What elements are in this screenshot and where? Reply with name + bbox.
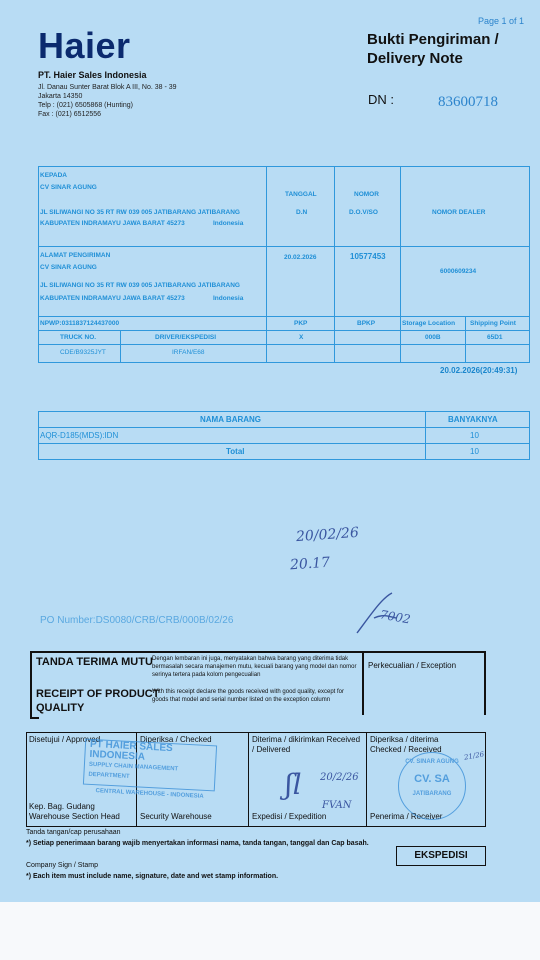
alamat-label: ALAMAT PENGIRIMAN	[40, 252, 111, 259]
checked-received-label: Diperiksa / diterima Checked / Received	[370, 735, 442, 754]
title-line-en: Delivery Note	[367, 50, 463, 67]
driver-value: IRFAN/E68	[172, 349, 205, 356]
recipient-address: JL SILIWANGI NO 35 RT RW 039 005 JATIBARANG JATIBARANG	[40, 209, 240, 216]
stamp-receiver-mid: CV. SA	[414, 773, 450, 785]
haier-company-stamp	[83, 738, 217, 800]
warehouse-head-label-2: Warehouse Section Head	[29, 812, 120, 821]
so-number: 10577453	[350, 252, 386, 261]
shipping-point-value: 65D1	[487, 334, 503, 341]
stamp-company: PT HAIER SALES INDONESIA	[89, 738, 173, 763]
total-value: 10	[470, 447, 479, 456]
handwritten-name: FVAN	[322, 800, 352, 811]
truck-no-value: CDE/B9325JYT	[60, 349, 106, 356]
receipt-title-en-2: QUALITY	[36, 702, 85, 714]
warehouse-head-label-1: Kep. Bag. Gudang	[29, 802, 95, 811]
dn-label: DN :	[368, 92, 394, 107]
title-line-id: Bukti Pengiriman /	[367, 31, 499, 48]
checked-label: Diperiksa / Checked	[140, 735, 212, 744]
npwp-number: NPWP:0311837124437000	[40, 320, 120, 327]
stamp-receiver-city: JATIBARANG	[412, 791, 452, 797]
shipping-name: CV SINAR AGUNG	[40, 264, 97, 271]
driver-label: DRIVER/EKSPEDISI	[155, 334, 217, 341]
pkp-label: PKP	[294, 320, 308, 327]
stamp-dept: SUPPLY CHAIN MANAGEMENT DEPARTMENT	[88, 761, 179, 780]
recipient-country: Indonesia	[213, 220, 244, 227]
bpkp-label: BPKP	[357, 320, 376, 327]
col-nama-barang: NAMA BARANG	[200, 415, 262, 424]
handwritten-time: 20.17	[289, 554, 331, 574]
ekspedisi-copy-label: EKSPEDISI	[396, 846, 486, 866]
address-line: Jakarta 14350	[38, 93, 83, 100]
delivery-date: 20.02.2026	[284, 254, 317, 261]
security-label: Security Warehouse	[140, 812, 212, 821]
receipt-title-en-1: RECEIPT OF PRODUCT	[36, 688, 160, 700]
expedition-label: Expedisi / Expedition	[252, 812, 327, 821]
receipt-text-en: With this receipt declare the goods received with good quality, except for goods that model and serial number listed on the exception column	[152, 689, 344, 703]
scan-background	[0, 902, 540, 960]
tanggal-sub: D.N	[296, 209, 308, 216]
phone-number: Telp : (021) 6505868 (Hunting)	[38, 102, 133, 109]
approved-label: Disetujui / Approved	[29, 735, 101, 744]
haier-logo: Haier	[38, 25, 131, 66]
print-timestamp: 20.02.2026(20:49:31)	[440, 366, 518, 375]
shipping-address: JL SILIWANGI NO 35 RT RW 039 005 JATIBARANG JATIBARANG	[40, 282, 240, 289]
company-sign-id: Tanda tangan/cap perusahaan	[26, 829, 121, 836]
tanggal-label: TANGGAL	[285, 191, 317, 198]
stamp-warehouse: CENTRAL WAREHOUSE - INDONESIA	[95, 788, 204, 800]
storage-location-value: 000B	[425, 334, 441, 341]
po-number: PO Number:DS0080/CRB/CRB/000B/02/26	[40, 615, 234, 626]
dn-number: 83600718	[438, 94, 498, 110]
nomor-sub: D.O.V/SO	[349, 209, 378, 216]
receiver-company-stamp	[398, 752, 466, 820]
pkp-mark: X	[299, 334, 304, 341]
recipient-name: CV SINAR AGUNG	[40, 184, 97, 191]
company-name: PT. Haier Sales Indonesia	[38, 70, 147, 80]
stamp-receiver-name: CV. SINAR AGUNG	[405, 759, 459, 765]
receiver-date: 21/26	[463, 750, 485, 762]
storage-location-label: Storage Location	[402, 320, 456, 327]
fax-number: Fax : (021) 6512556	[38, 111, 102, 118]
expedition-signature-mark: ʃl	[285, 768, 302, 801]
receipt-text-id: Dengan lembaran ini juga, menyatakan bahwa barang yang diterima tidak bermasalah secara manajemen mutu, kecuali barang yang model dan nomor serinya tertera pada kolom pengecualian	[152, 656, 357, 678]
item-qty: 10	[470, 431, 479, 440]
shipping-country: Indonesia	[213, 295, 244, 302]
dealer-number: 6000609234	[440, 268, 477, 275]
kepada-label: KEPADA	[40, 172, 67, 179]
exception-label: Perkecualian / Exception	[368, 661, 457, 670]
received-delivered-label: Diterima / dikirimkan Received / Delivered	[252, 735, 361, 754]
note-id: *) Setiap penerimaan barang wajib menyertakan informasi nama, tanda tangan, tanggal dan Cap basah.	[26, 840, 369, 847]
nomor-label: NOMOR	[354, 191, 379, 198]
shipping-city: KABUPATEN INDRAMAYU JAWA BARAT 45273	[40, 295, 185, 302]
total-label: Total	[226, 447, 245, 456]
handwritten-sig-date: 20/2/26	[320, 772, 359, 783]
company-sign-en: Company Sign / Stamp	[26, 862, 98, 869]
recipient-city: KABUPATEN INDRAMAYU JAWA BARAT 45273	[40, 220, 185, 227]
receipt-title-id: TANDA TERIMA MUTU	[36, 656, 153, 668]
col-banyaknya: BANYAKNYA	[448, 415, 498, 424]
shipping-point-label: Shipping Point	[470, 320, 516, 327]
nomor-dealer-label: NOMOR DEALER	[432, 209, 486, 216]
receiver-label: Penerima / Receiver	[370, 812, 443, 821]
handwritten-date: 20/02/26	[295, 524, 360, 546]
note-en: *) Each item must include name, signature, date and wet stamp information.	[26, 873, 279, 880]
address-line: Jl. Danau Sunter Barat Blok A III, No. 38 - 39	[38, 84, 177, 91]
page-indicator: Page 1 of 1	[478, 16, 525, 26]
truck-no-label: TRUCK NO.	[60, 334, 97, 341]
item-name: AQR-D185(MDS):IDN	[40, 431, 119, 440]
po-signature: 7002	[379, 607, 412, 627]
